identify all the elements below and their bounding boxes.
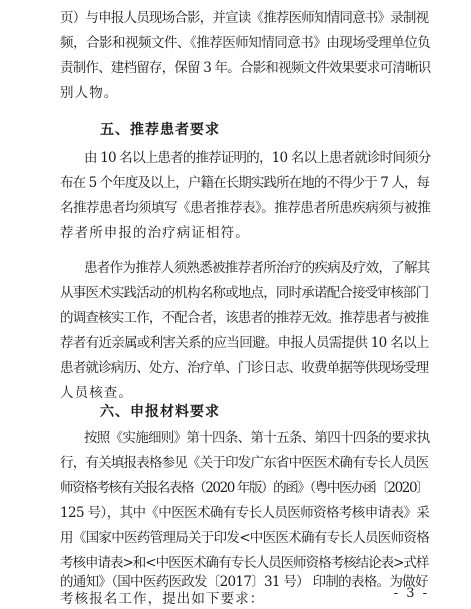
- text-line: 患者作为推荐人须熟悉被推荐者所治疗的疾病及疗效，了解其: [84, 260, 430, 276]
- text-line: 考核报名工作，提出如下要求：: [60, 591, 265, 607]
- section-heading: 六、申报材料要求: [100, 404, 220, 420]
- text-line: 频，合影和视频文件、《推荐医师知情同意书》由现场受理单位负: [60, 35, 431, 51]
- text-line: 按照《实施细则》第十四条、第十五条、第四十四条的要求执: [84, 430, 430, 446]
- text-line: 布在 5 个年度及以上，户籍在长期实践所在地的不得少于 7 人，每: [60, 175, 430, 191]
- text-line: 从事医术实践活动的机构名称或地点，同时承诺配合接受审核部门: [60, 285, 429, 301]
- text-line: 的通知》（国中医药医政发〔2017〕31 号） 印制的表格。为做好: [60, 574, 428, 590]
- text-line: 师资格考核有关报名表格（2020 年版）的函》（粤中医办函〔2020〕: [60, 480, 429, 496]
- text-line: 行，有关填报表格参见《关于印发广东省中医医术确有专长人员医: [60, 455, 429, 471]
- text-line: 别人物。: [60, 85, 119, 101]
- text-line: 责制作、建档留存，保留 3 年。合影和视频文件效果要求可清晰识: [60, 60, 431, 76]
- text-line: 人员核查。: [60, 385, 133, 401]
- text-line: 由 10 名以上患者的推荐证明的，10 名以上患者就诊时间须分: [84, 150, 431, 166]
- text-line: 用《国家中医药管理局关于印发<中医医术确有专长人员医师资格: [60, 530, 430, 546]
- text-line: 荐者有近亲属或利害关系的应当回避。申报人员需提供 10 名以上: [60, 335, 429, 351]
- text-line: 名推荐患者均须填写《患者推荐表》。推荐患者所患疾病须与被推: [60, 200, 431, 216]
- text-line: 的调查核实工作，不配合者，该患者的推荐无效。推荐患者与被推: [60, 310, 429, 326]
- page-number: - 3 -: [393, 586, 429, 601]
- text-line: 页）与申报人员现场合影，并宣读《推荐医师知情同意书》录制视: [60, 10, 429, 26]
- text-line: 考核申请表>和<中医医术确有专长人员医师资格考核结论表>式样: [60, 555, 429, 571]
- text-line: 荐者所申报的治疗病证相符。: [60, 225, 250, 241]
- text-line: 患者就诊病历、处方、治疗单、门诊日志、收费单据等供现场受理: [60, 360, 429, 376]
- section-heading: 五、推荐患者要求: [100, 122, 220, 138]
- text-line: 125 号），其中《中医医术确有专长人员医师资格考核申请表》采: [60, 505, 430, 521]
